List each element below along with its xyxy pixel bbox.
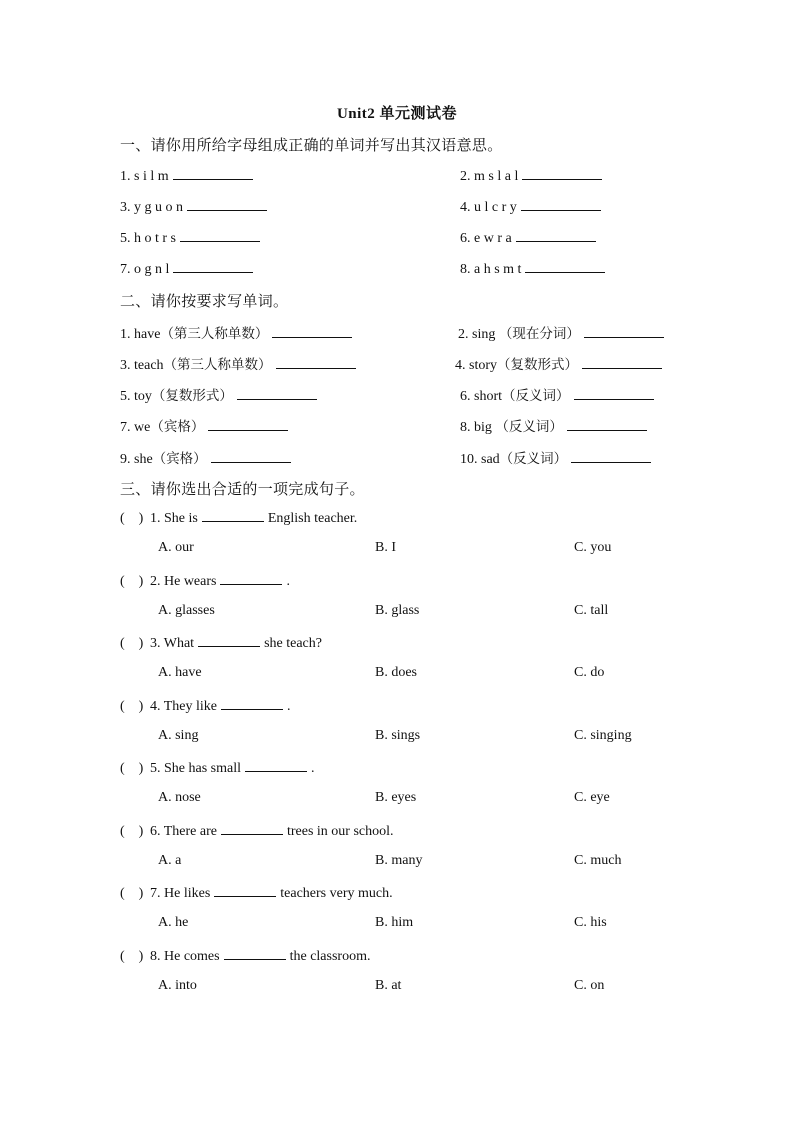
answer-blank[interactable] [180, 229, 260, 242]
s1-item-3-text: 3. y g u o n [120, 200, 183, 215]
s1-item-5-text: 5. h o t r s [120, 231, 176, 246]
option-b[interactable]: B. him [375, 915, 414, 930]
question-pre: 8. He comes [150, 948, 220, 964]
question-row [120, 759, 315, 777]
question-post: English teacher. [267, 511, 358, 526]
s2-item-1-hint: （第三人称单数） [160, 326, 269, 342]
s2-item-3-word: 3. teach [120, 358, 164, 373]
option-b[interactable]: B. does [375, 665, 417, 680]
option-c[interactable]: C. you [574, 540, 612, 555]
answer-blank[interactable] [525, 260, 605, 273]
answer-paren[interactable]: ( ) [120, 698, 144, 714]
option-a[interactable]: A. glasses [158, 602, 215, 618]
s2-item-3-hint: （第三人称单数） [163, 357, 272, 373]
question-pre: 2. He wears [150, 573, 217, 589]
answer-blank[interactable] [221, 822, 283, 835]
option-b[interactable]: B. many [375, 852, 423, 868]
s2-item-9-hint: （宾格） [152, 451, 207, 467]
s2-item-8 [460, 415, 647, 436]
answer-paren[interactable]: ( ) [120, 823, 144, 839]
answer-blank[interactable] [202, 509, 264, 522]
s2-item-7-word: 7. we [120, 420, 151, 435]
s2-item-3 [120, 353, 356, 374]
s1-item-8 [460, 260, 605, 278]
section3-heading: 三、请你选出合适的一项完成句子。 [120, 480, 365, 498]
option-c[interactable]: C. much [574, 852, 622, 868]
s1-item-3 [120, 198, 267, 216]
s2-item-5-hint: （复数形式） [151, 388, 233, 404]
answer-blank[interactable] [224, 947, 286, 960]
question-post: . [287, 698, 291, 714]
s2-item-7 [120, 415, 288, 436]
question-pre: 6. There are [150, 823, 217, 839]
s2-item-2 [458, 322, 664, 343]
option-c[interactable]: C. singing [574, 727, 632, 743]
s1-item-5 [120, 229, 260, 247]
option-b[interactable]: B. I [375, 540, 396, 555]
s1-item-1 [120, 167, 253, 185]
question-row [120, 822, 394, 840]
s1-item-2 [460, 167, 602, 185]
option-b[interactable]: B. sings [375, 727, 421, 743]
answer-blank[interactable] [272, 325, 352, 338]
answer-paren[interactable]: ( ) [120, 511, 144, 526]
question-pre: 4. They like [150, 698, 218, 714]
option-a[interactable]: A. nose [158, 790, 201, 805]
s2-item-4 [455, 353, 662, 374]
question-post: the classroom. [289, 948, 371, 964]
answer-blank[interactable] [582, 356, 662, 369]
s1-item-7 [120, 260, 253, 278]
s1-item-4 [460, 198, 601, 216]
answer-blank[interactable] [574, 387, 654, 400]
answer-blank[interactable] [237, 387, 317, 400]
option-b[interactable]: B. glass [375, 602, 420, 618]
s2-item-4-word: 4. story [455, 358, 497, 373]
s1-item-6-text: 6. e w r a [460, 231, 512, 246]
answer-blank[interactable] [571, 450, 651, 463]
question-row [120, 634, 322, 652]
answer-blank[interactable] [584, 325, 664, 338]
s1-item-4-text: 4. u l c r y [460, 200, 517, 215]
question-pre: 7. He likes [150, 886, 211, 901]
answer-blank[interactable] [198, 634, 260, 647]
s2-item-10-word: 10. sad [460, 452, 500, 467]
answer-blank[interactable] [567, 418, 647, 431]
s2-item-4-hint: （复数形式） [497, 357, 578, 373]
s2-item-1-word: 1. have [120, 327, 161, 342]
answer-blank[interactable] [220, 572, 282, 585]
question-pre: 1. She is [150, 511, 198, 526]
section1-heading: 一、请你用所给字母组成正确的单词并写出其汉语意思。 [120, 136, 503, 154]
answer-paren[interactable]: ( ) [120, 886, 144, 901]
option-b[interactable]: B. at [375, 977, 402, 993]
answer-blank[interactable] [173, 167, 253, 180]
s2-item-5-word: 5. toy [120, 389, 152, 404]
answer-paren[interactable]: ( ) [120, 948, 144, 964]
s2-item-9-word: 9. she [120, 452, 153, 467]
s1-item-2-text: 2. m s l a l [460, 169, 519, 184]
answer-blank[interactable] [516, 229, 596, 242]
answer-paren[interactable]: ( ) [120, 573, 144, 589]
question-post: trees in our school. [286, 823, 394, 839]
page-title: Unit2 单元测试卷 [336, 106, 458, 122]
question-post: she teach? [264, 636, 322, 651]
option-b[interactable]: B. eyes [375, 790, 417, 805]
option-c[interactable]: C. on [574, 977, 605, 993]
answer-blank[interactable] [208, 418, 288, 431]
s2-item-2-hint: （现在分词） [498, 326, 580, 342]
answer-paren[interactable]: ( ) [120, 761, 144, 776]
question-pre: 5. She has small [150, 761, 241, 776]
option-c[interactable]: C. tall [574, 602, 609, 618]
s2-item-6 [460, 384, 654, 405]
s2-item-9 [120, 447, 291, 468]
option-a[interactable]: A. into [158, 977, 197, 993]
answer-blank[interactable] [173, 260, 253, 273]
s2-item-8-word: 8. big [460, 420, 496, 435]
option-c[interactable]: C. eye [574, 790, 610, 805]
s1-item-1-text: 1. s i l m [120, 169, 169, 184]
answer-blank[interactable] [214, 884, 276, 897]
question-pre: 3. What [150, 636, 195, 651]
answer-blank[interactable] [187, 198, 267, 211]
answer-blank[interactable] [245, 759, 307, 772]
question-post: . [286, 573, 290, 589]
question-post: . [311, 761, 315, 776]
answer-blank[interactable] [211, 450, 291, 463]
question-row [120, 509, 357, 527]
s1-item-8-text: 8. a h s m t [460, 262, 522, 277]
option-c[interactable]: C. do [574, 665, 605, 680]
option-a[interactable]: A. have [158, 665, 202, 680]
s2-item-1 [120, 322, 352, 343]
option-a[interactable]: A. he [158, 915, 189, 930]
question-row [120, 884, 393, 902]
question-row [120, 572, 290, 590]
section2-heading: 二、请你按要求写单词。 [120, 292, 289, 310]
answer-blank[interactable] [522, 167, 602, 180]
option-c[interactable]: C. his [574, 915, 607, 930]
option-a[interactable]: A. sing [158, 727, 199, 743]
s1-item-7-text: 7. o g n l [120, 262, 170, 277]
s2-item-2-word: 2. sing [458, 327, 499, 342]
answer-blank[interactable] [276, 356, 356, 369]
option-a[interactable]: A. our [158, 540, 194, 555]
s2-item-7-hint: （宾格） [150, 419, 205, 435]
answer-paren[interactable]: ( ) [120, 636, 144, 651]
s2-item-6-word: 6. short [460, 389, 502, 404]
s2-item-10 [460, 447, 651, 468]
question-row [120, 947, 370, 965]
question-post: teachers very much. [280, 886, 393, 901]
s2-item-5 [120, 384, 317, 405]
s2-item-8-hint: （反义词） [495, 419, 563, 435]
s2-item-6-hint: （反义词） [502, 388, 570, 404]
s2-item-10-hint: （反义词） [499, 451, 568, 467]
answer-blank[interactable] [521, 198, 601, 211]
option-a[interactable]: A. a [158, 852, 182, 868]
answer-blank[interactable] [221, 697, 283, 710]
question-row [120, 697, 291, 715]
s1-item-6 [460, 229, 596, 247]
